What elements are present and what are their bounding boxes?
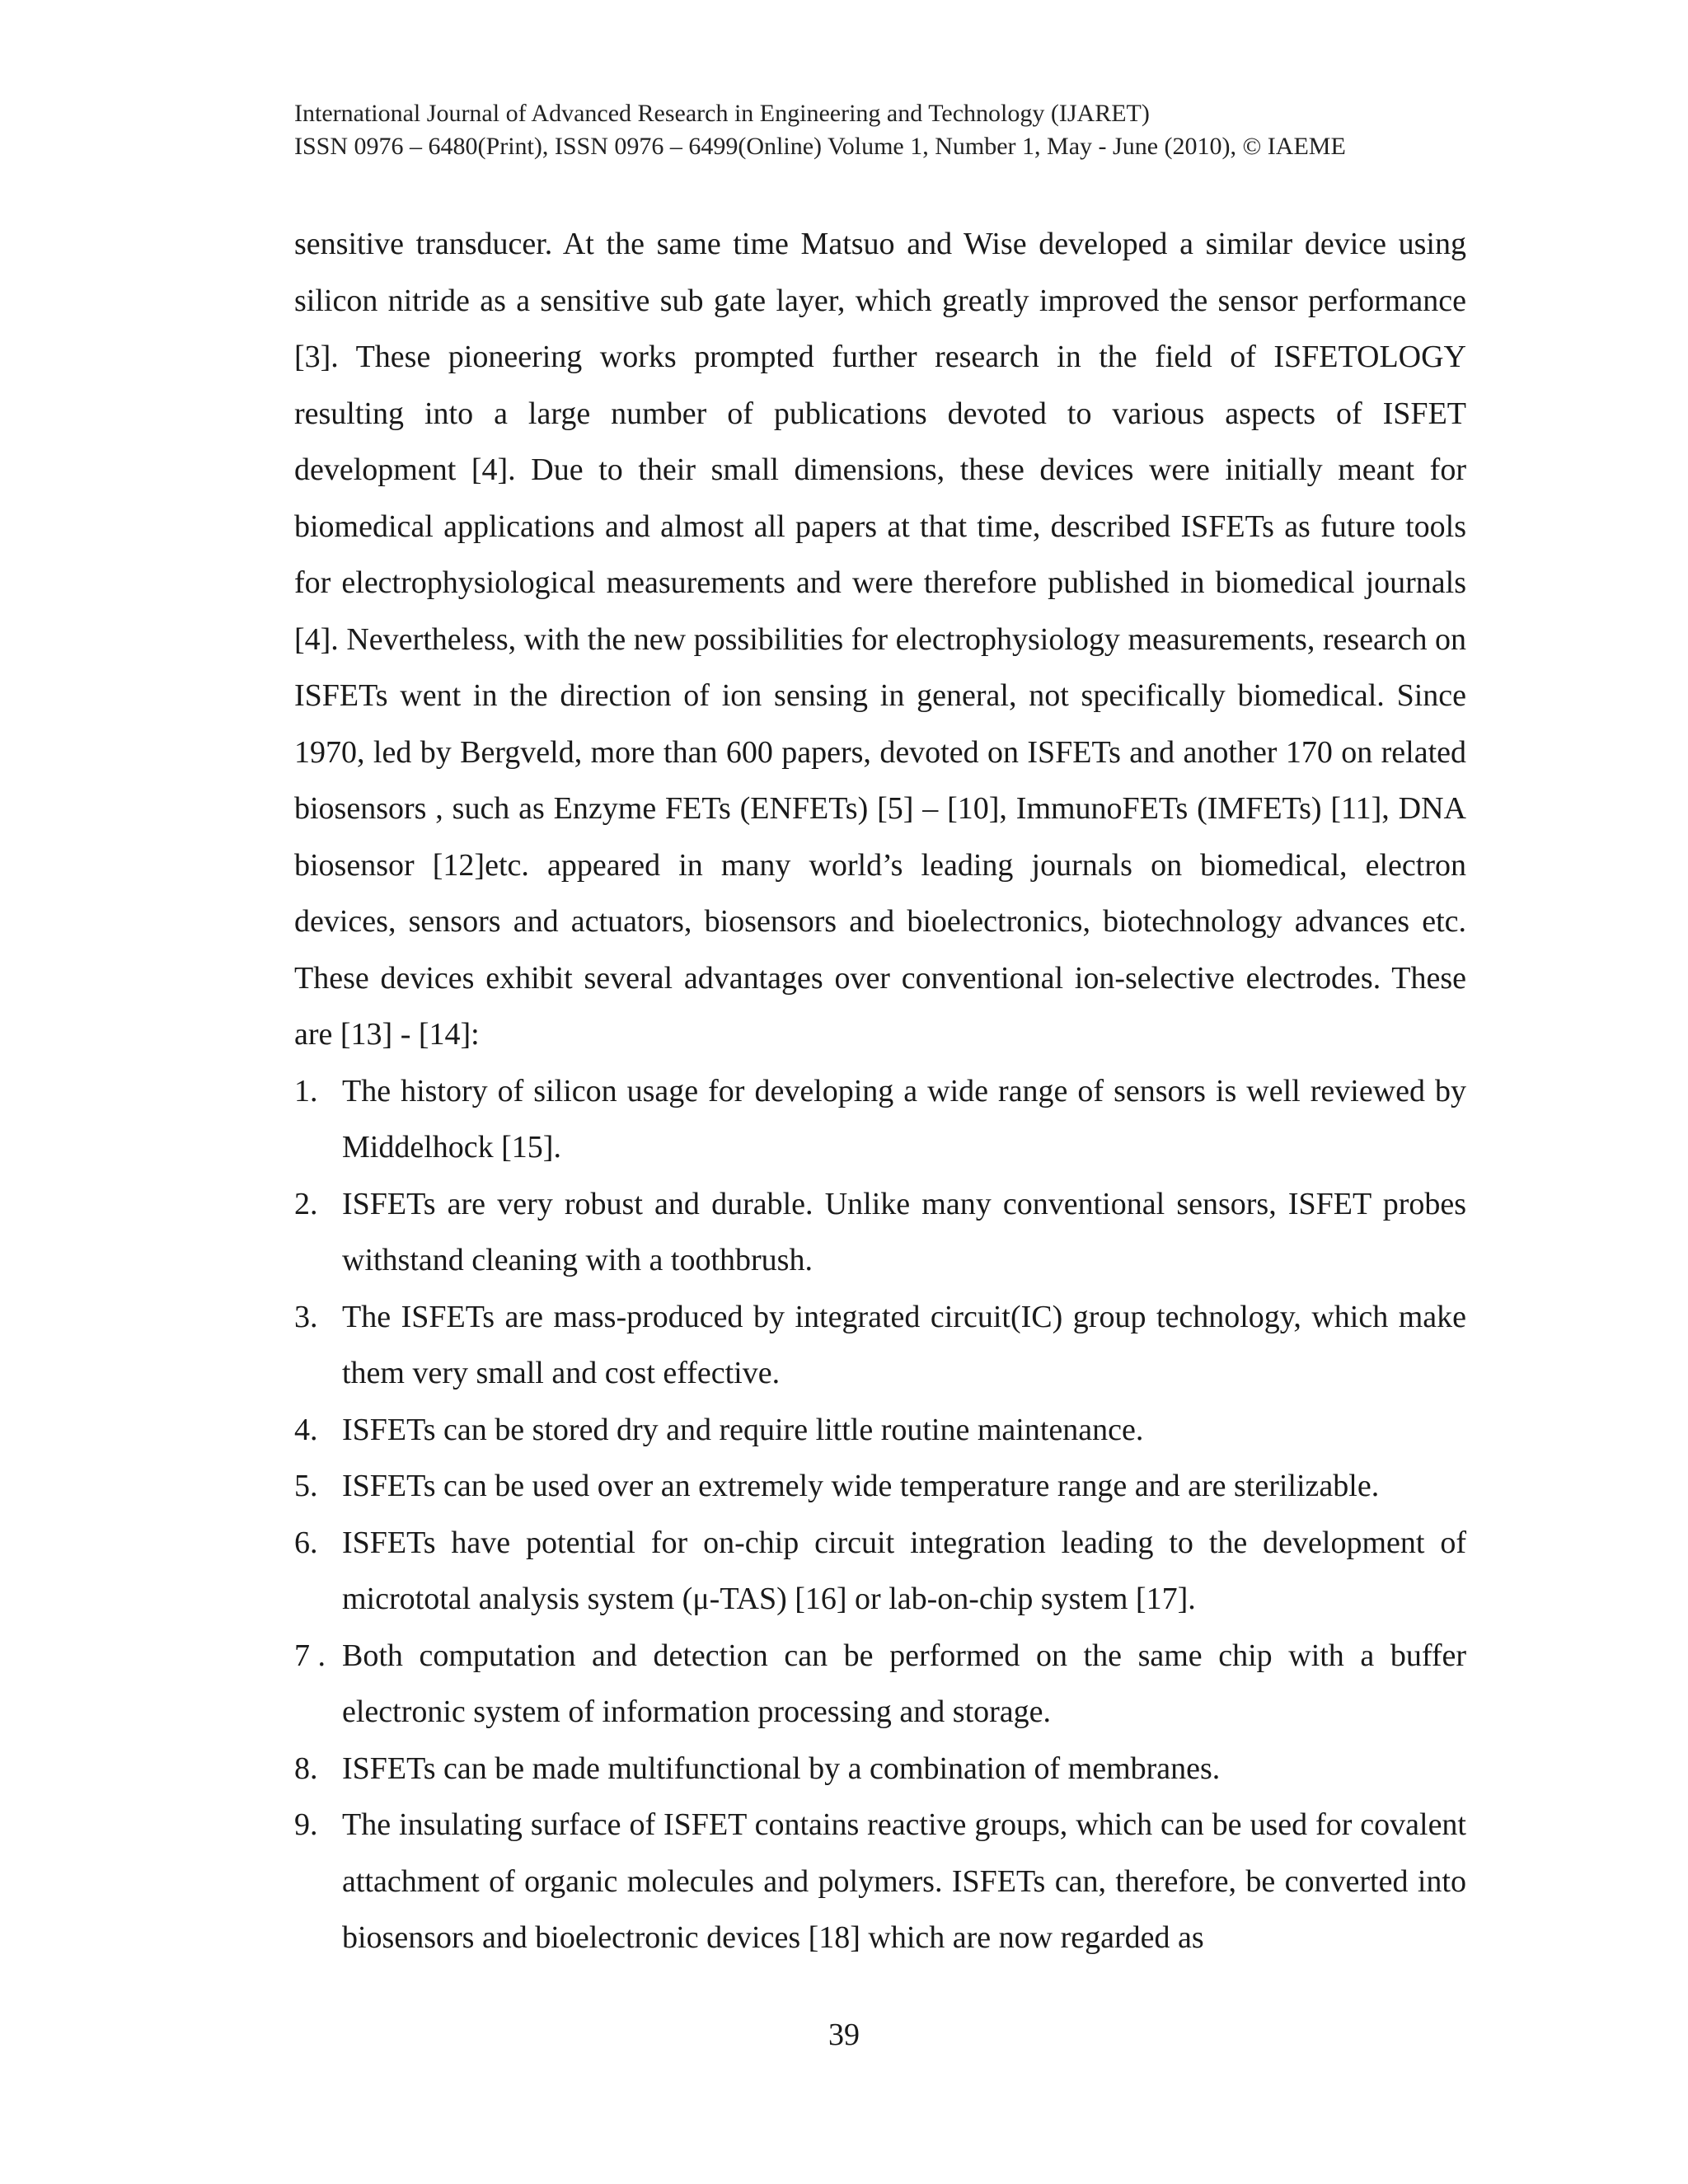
list-item-number: 2. xyxy=(294,1186,318,1221)
list-item-text: ISFETs have potential for on-chip circuit integration leading to the development of micrototal analysis system (μ-TAS) [16] or lab-on-chip system [17]. xyxy=(342,1525,1466,1616)
list-item xyxy=(294,1458,1466,1515)
list-item-number: 6. xyxy=(294,1525,318,1560)
journal-header xyxy=(294,97,1481,163)
journal-title-line: International Journal of Advanced Research in Engineering and Technology (IJARET) xyxy=(294,100,1150,127)
list-item-text: Both computation and detection can be performed on the same chip with a buffer electronic system of information processing and storage. xyxy=(342,1638,1466,1729)
list-item xyxy=(294,1289,1466,1402)
list-item xyxy=(294,1797,1466,1966)
list-item xyxy=(294,1515,1466,1628)
list-item-text: ISFETs can be made multifunctional by a combination of membranes. xyxy=(342,1750,1221,1786)
list-item-text: The ISFETs are mass-produced by integrated circuit(IC) group technology, which make them very small and cost effective. xyxy=(342,1299,1466,1390)
list-item-text: ISFETs are very robust and durable. Unlike many conventional sensors, ISFET probes withstand cleaning with a toothbrush. xyxy=(342,1186,1466,1277)
list-item xyxy=(294,1063,1466,1176)
list-item-number: 5. xyxy=(294,1469,318,1503)
list-item-number: 4. xyxy=(294,1412,318,1447)
list-item-text: The history of silicon usage for developing a wide range of sensors is well reviewed by Middelhock [15]. xyxy=(342,1073,1466,1165)
list-item-text: ISFETs can be used over an extremely wide temperature range and are sterilizable. xyxy=(342,1469,1380,1503)
list-item-number: 3. xyxy=(294,1299,318,1334)
list-item xyxy=(294,1628,1466,1741)
page-number: 39 xyxy=(828,2018,860,2052)
advantages-list xyxy=(294,1063,1466,1966)
list-item xyxy=(294,1402,1466,1459)
list-item-number: 8. xyxy=(294,1750,318,1786)
journal-issn-line: ISSN 0976 – 6480(Print), ISSN 0976 – 6499(Online) Volume 1, Number 1, May - June (2010), © IAEME xyxy=(294,133,1346,160)
list-item-text: ISFETs can be stored dry and require little routine maintenance. xyxy=(342,1412,1144,1447)
body-paragraph: sensitive transducer. At the same time Matsuo and Wise developed a similar device using silicon nitride as a sensitive sub gate layer, which greatly improved the sensor performance [3]. These pioneering works prompted further research in the field of ISFETOLOGY resulting into a large number of publications devoted to various aspects of ISFET development [4]. Due to their small dimensions, these devices were initially meant for biomedical applications and almost all papers at that time, described ISFETs as future tools for electrophysiological measurements and were therefore published in biomedical journals [4]. Nevertheless, with the new possibilities for electrophysiology measurements, research on ISFETs went in the direction of ion sensing in general, not specifically biomedical. Since 1970, led by Bergveld, more than 600 papers, devoted on ISFETs and another 170 on related biosensors , such as Enzyme FETs (ENFETs) [5] – [10], ImmunoFETs (IMFETs) [11], DNA biosensor [12]etc. appeared in many world’s leading journals on biomedical, electron devices, sensors and actuators, biosensors and bioelectronics, biotechnology advances etc. These devices exhibit several advantages over conventional ion-selective electrodes. These are [13] - [14]: xyxy=(294,227,1466,1052)
list-item xyxy=(294,1176,1466,1289)
main-text xyxy=(294,216,1466,1966)
list-item-number: 1. xyxy=(294,1073,318,1108)
list-item-number: 7 . xyxy=(294,1638,326,1673)
list-item-text: The insulating surface of ISFET contains reactive groups, which can be used for covalent attachment of organic molecules and polymers. ISFETs can, therefore, be converted into biosensors and bioelectronic devices [18] which are now regarded as xyxy=(342,1807,1466,1955)
list-item xyxy=(294,1741,1466,1797)
list-item-number: 9. xyxy=(294,1807,318,1842)
